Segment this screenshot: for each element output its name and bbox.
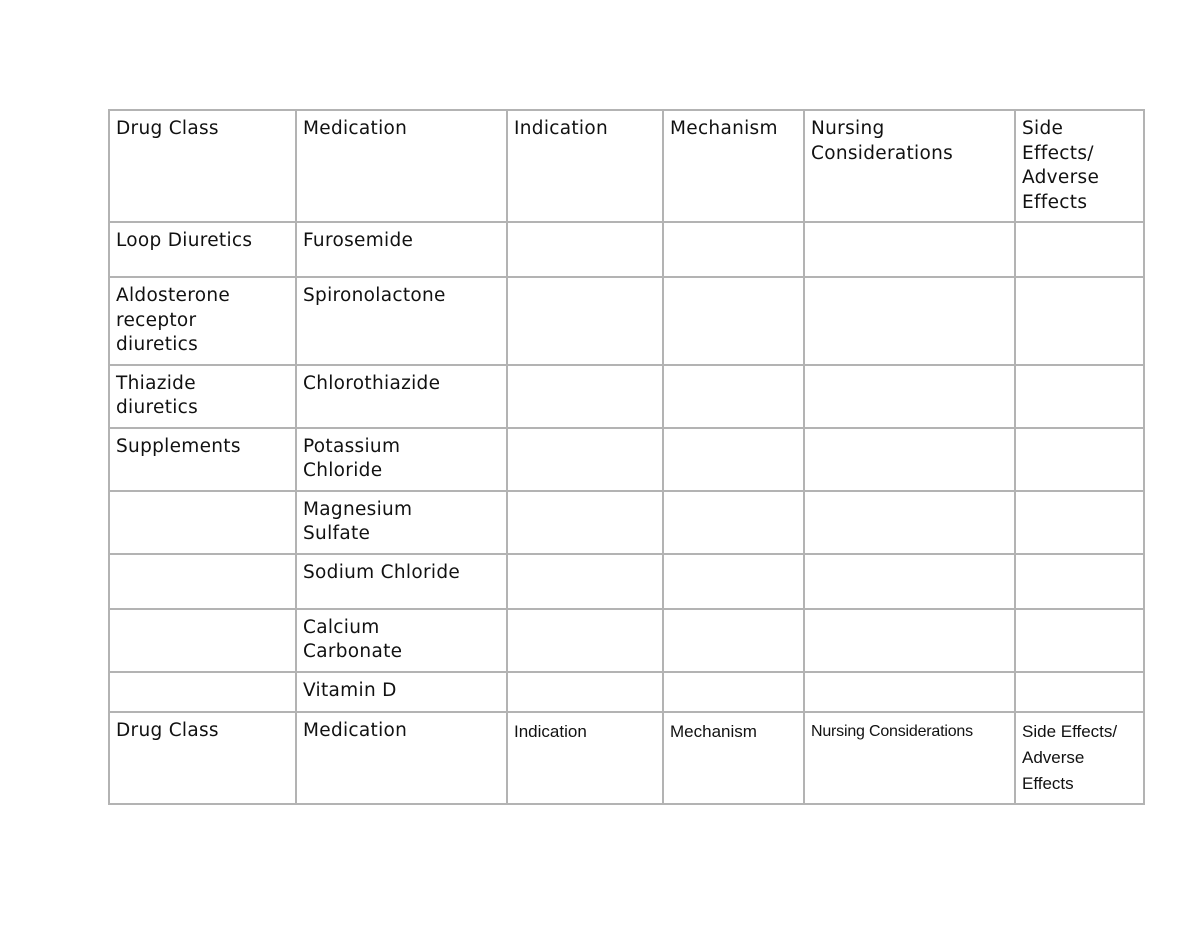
footer-cell-indication: Indication xyxy=(507,712,663,804)
table-cell xyxy=(663,491,804,554)
table-cell xyxy=(804,554,1015,609)
table-cell xyxy=(109,554,296,609)
table-row xyxy=(109,428,1144,491)
header-cell-nursing-considerations: Nursing Considerations xyxy=(804,110,1015,222)
table-cell xyxy=(507,277,663,365)
table-cell: Supplements xyxy=(109,428,296,491)
table-cell xyxy=(507,491,663,554)
table-cell xyxy=(804,365,1015,428)
table-cell xyxy=(663,222,804,277)
table-cell xyxy=(663,672,804,712)
table-row xyxy=(109,277,1144,365)
table-cell xyxy=(804,222,1015,277)
table-cell xyxy=(1015,428,1144,491)
table-cell xyxy=(663,554,804,609)
table-cell xyxy=(663,609,804,672)
table-cell xyxy=(1015,365,1144,428)
table-cell: Thiazide diuretics xyxy=(109,365,296,428)
header-cell-medication: Medication xyxy=(296,110,507,222)
table-cell xyxy=(1015,491,1144,554)
table-cell xyxy=(507,554,663,609)
table-footer-row xyxy=(109,712,1144,804)
table-row xyxy=(109,222,1144,277)
table-cell xyxy=(1015,554,1144,609)
table-row xyxy=(109,491,1144,554)
table-row xyxy=(109,554,1144,609)
table-cell: Aldosterone receptor diuretics xyxy=(109,277,296,365)
table-cell xyxy=(507,365,663,428)
table-cell xyxy=(507,672,663,712)
table-cell xyxy=(804,277,1015,365)
table-cell: Potassium Chloride xyxy=(296,428,507,491)
table-cell: Loop Diuretics xyxy=(109,222,296,277)
table-cell xyxy=(507,609,663,672)
header-cell-drug-class: Drug Class xyxy=(109,110,296,222)
table-cell xyxy=(1015,277,1144,365)
table-header-row xyxy=(109,110,1144,222)
table-cell xyxy=(663,428,804,491)
table-cell xyxy=(109,672,296,712)
table-cell xyxy=(1015,222,1144,277)
table-cell: Calcium Carbonate xyxy=(296,609,507,672)
table-cell xyxy=(804,672,1015,712)
table-cell xyxy=(507,222,663,277)
table-cell xyxy=(507,428,663,491)
table-cell xyxy=(663,365,804,428)
footer-cell-drug-class: Drug Class xyxy=(109,712,296,804)
table-cell: Vitamin D xyxy=(296,672,507,712)
footer-cell-nursing-considerations: Nursing Considerations xyxy=(804,712,1015,804)
table-cell: Furosemide xyxy=(296,222,507,277)
drug-table xyxy=(108,109,1145,805)
header-cell-side-effects: Side Effects/ Adverse Effects xyxy=(1015,110,1144,222)
table-cell: Magnesium Sulfate xyxy=(296,491,507,554)
table-cell xyxy=(663,277,804,365)
table-cell xyxy=(1015,609,1144,672)
table-row xyxy=(109,365,1144,428)
table-cell xyxy=(804,491,1015,554)
footer-cell-mechanism: Mechanism xyxy=(663,712,804,804)
table-cell: Sodium Chloride xyxy=(296,554,507,609)
table-row xyxy=(109,672,1144,712)
footer-cell-side-effects: Side Effects/ Adverse Effects xyxy=(1015,712,1144,804)
table-cell: Spironolactone xyxy=(296,277,507,365)
table-row xyxy=(109,609,1144,672)
table-cell xyxy=(804,609,1015,672)
footer-cell-medication: Medication xyxy=(296,712,507,804)
table-cell xyxy=(1015,672,1144,712)
table-cell: Chlorothiazide xyxy=(296,365,507,428)
header-cell-mechanism: Mechanism xyxy=(663,110,804,222)
table-cell xyxy=(804,428,1015,491)
table-cell xyxy=(109,609,296,672)
header-cell-indication: Indication xyxy=(507,110,663,222)
table-cell xyxy=(109,491,296,554)
